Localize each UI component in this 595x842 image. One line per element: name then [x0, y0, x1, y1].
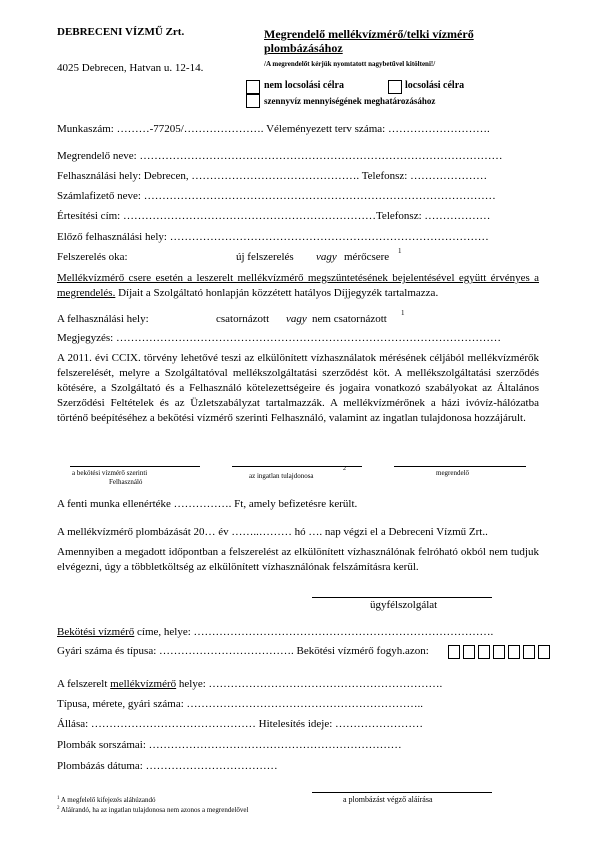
plombazas-date-text: A mellékvízmérő plombázását 20… év ……..……… hó …. nap végzi el a Debreceni Vízmű Zrt.. — [57, 526, 488, 538]
notice-underlined: Mellékvízmérő csere esetén a leszerelt mellékvízmérő megszüntetésének bejelentésével együtt érvényes a megrendelés. — [57, 272, 539, 299]
gyari-szama-field[interactable]: Gyári száma és típusa: ………………………………. Bekötési vízmérő fogyh.azon: — [57, 645, 429, 657]
nem-locsolasi-label: nem locsolási célra — [264, 80, 344, 91]
munkaszam-field[interactable]: Munkaszám: ………-77205/…………………. Véleményezett terv száma: ………………………. — [57, 123, 490, 135]
fogyh-cell[interactable] — [523, 645, 535, 659]
fogyh-cell[interactable] — [463, 645, 475, 659]
footnote-2-sup: 2 — [57, 806, 60, 811]
signature-label-felhasznalo-2: Felhasználó — [109, 478, 143, 486]
bekotesi-label: Bekötési vízmérő — [57, 626, 135, 638]
footnote-ref-2: 2 — [343, 466, 346, 472]
nem-csatornazott-option[interactable]: nem csatornázott — [312, 313, 387, 325]
ugyfelszolgalat-line — [312, 597, 492, 598]
fogyh-cell[interactable] — [538, 645, 550, 659]
merocsere-option[interactable]: mérőcsere — [344, 251, 390, 263]
fogyh-cell[interactable] — [493, 645, 505, 659]
plombak-field[interactable]: Plombák sorszámai: …………………………………………………………… — [57, 739, 402, 751]
signature-label-felhasznalo-1: a bekötési vízmérő szerinti — [72, 469, 148, 477]
felszerelt-helye-field[interactable] — [57, 678, 442, 690]
vagy-text: vagy — [316, 251, 337, 263]
fogyh-cell[interactable] — [478, 645, 490, 659]
fogyh-cell[interactable] — [508, 645, 520, 659]
signature-line-felhasznalo — [70, 466, 200, 467]
law-paragraph: A 2011. évi CCIX. törvény lehetővé teszi az elkülönített vízhasználatok mérésének céljából mellékvízmérők felszerelését, melyre a Szolgáltatóval mellékszolgáltatási szerződést köt. A mellékszolgáltatási szerződés kötésére, a Szolgáltató és a Felhasználó kötelezettségeire és jogaira vonatkozó szabályokat az Általános Szerződési Feltételek és az Üzletszabályzat tartalmazzák. A mellékvízmérőnek a házi ivóvíz-hálózatba történő beépítéséhez a bekötési vízmérő szerinti Felhasználó, valamint az ingatlan tulajdonosa hozzájárult. — [57, 352, 539, 424]
company-address: 4025 Debrecen, Hatvan u. 12-14. — [57, 62, 204, 74]
footnote-1-text: A megfelelő kifejezés aláhúzandó — [59, 796, 156, 804]
megjegyzes-field[interactable]: Megjegyzés: …………………………………………………………………………………………… — [57, 332, 501, 344]
ertesitesi-cim-field[interactable]: Értesítési cím: ……………………………………………………………Telefonsz: ……………… — [57, 210, 491, 222]
company-name: DEBRECENI VÍZMŰ Zrt. — [57, 26, 185, 38]
szennyviz-checkbox[interactable] — [246, 94, 260, 108]
felszerelt-u: mellékvízmérő — [110, 678, 177, 690]
szennyviz-label: szennyvíz mennyiségének meghatározásához — [264, 96, 436, 106]
footnote-1 — [57, 796, 156, 804]
szamlafizeto-field[interactable]: Számlafizető neve: …………………………………………………………………………………… — [57, 190, 496, 202]
bekotesi-cime-field[interactable] — [57, 626, 493, 638]
form-subtitle: /A megrendelőt kérjük nyomtatott nagybetűvel kitölteni!/ — [264, 60, 436, 68]
bekotesi-rest: címe, helye: ………………………………………………………………………. — [134, 626, 494, 638]
uj-felszereles-option[interactable]: új felszerelés — [236, 251, 294, 263]
signature-line-megrendelo — [394, 466, 526, 467]
vagy-text-2: vagy — [286, 313, 307, 325]
felszerelt-post: helye: ………………………………………………………. — [176, 678, 443, 690]
footnote-1-sup: 1 — [57, 796, 60, 801]
locsolasi-label: locsolási célra — [405, 80, 465, 91]
plombazo-alairas-label: a plombázást végző aláírása — [343, 795, 433, 804]
footnote-ref-1b: 1 — [401, 309, 405, 317]
form-title-line1: Megrendelő mellékvízmérő/telki vízmérő — [264, 27, 474, 41]
felhasznalasi-hely-field[interactable]: Felhasználási hely: Debrecen, ………………………………………. Telefonsz: ………………… — [57, 170, 488, 182]
plombazo-signature-line — [312, 792, 492, 793]
locsolasi-checkbox[interactable] — [388, 80, 402, 94]
footnote-ref-1: 1 — [398, 247, 402, 255]
megrendelo-field[interactable]: Megrendelő neve: ……………………………………………………………………………………… — [57, 150, 503, 162]
felszerelt-pre: A felszerelt — [57, 678, 111, 690]
elozo-hely-field[interactable]: Előző felhasználási hely: …………………………………………………………………………… — [57, 231, 489, 243]
notice-rest: Díjait a Szolgáltató honlapján közzétett hatályos Díjjegyzék tartalmazza. — [115, 287, 439, 299]
fogyh-cell[interactable] — [448, 645, 460, 659]
hely-label: A felhasználási hely: — [57, 313, 149, 325]
plombazas-datum-field[interactable]: Plombázás dátuma: ……………………………… — [57, 760, 278, 772]
csatornazott-option[interactable]: csatornázott — [216, 313, 270, 325]
tipus-field[interactable]: Típusa, mérete, gyári száma: ……………………………………………………….. — [57, 698, 424, 710]
ellenertek-text: A fenti munka ellenértéke ……………. Ft, amely befizetésre került. — [57, 498, 358, 510]
footnote-2 — [57, 806, 248, 814]
signature-label-megrendelo: megrendelő — [436, 469, 470, 477]
ugyfelszolgalat-label: ügyfélszolgálat — [370, 599, 438, 611]
allas-field[interactable]: Állása: ……………………………………… Hitelesítés ideje: …………………… — [57, 718, 424, 730]
felszereles-oka-label: Felszerelés oka: — [57, 251, 128, 263]
nem-locsolasi-checkbox[interactable] — [246, 80, 260, 94]
footnote-2-text: Aláírandó, ha az ingatlan tulajdonosa nem azonos a megrendelővel — [59, 806, 249, 814]
notice-paragraph — [57, 271, 539, 301]
signature-label-tulajdonos: az ingatlan tulajdonosa — [249, 472, 314, 480]
fogyh-azon-cells[interactable] — [448, 645, 553, 659]
form-title-line2: plombázásához — [264, 41, 343, 55]
cost-paragraph: Amennyiben a megadott időpontban a felszerelést az elkülönített vízhasználónak felróható okból nem tudjuk elvégezni, úgy a többletköltség az elkülönített vízhasználónak felszámításra kerül. — [57, 546, 539, 573]
